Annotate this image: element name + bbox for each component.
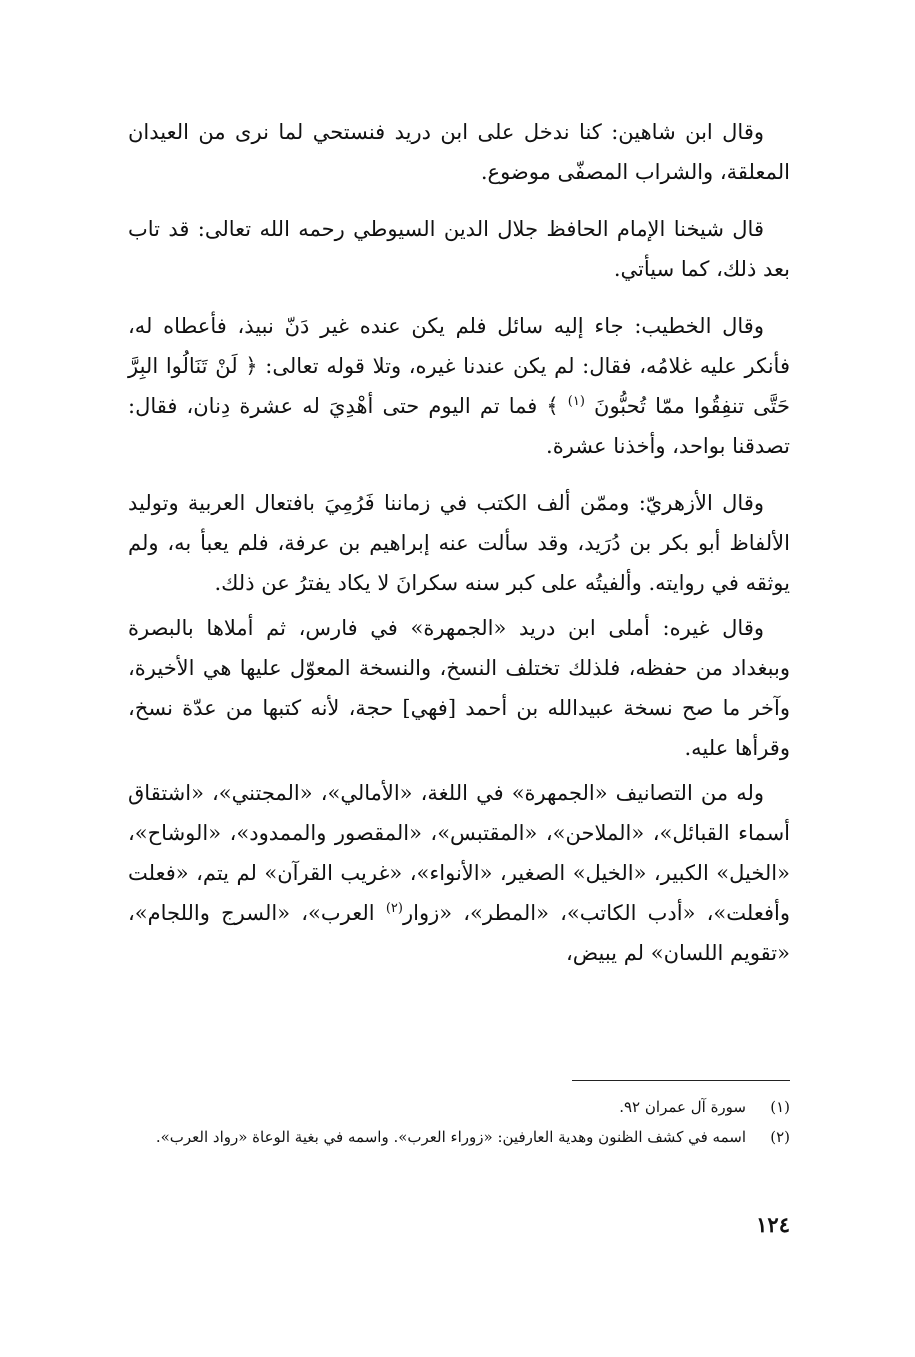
paragraph-text: ﴾ فما تم اليوم حتى أهْدِيَ له عشرة دِنان، فقال: تصدقنا بواحد، وأخذنا عشرة. <box>128 394 790 458</box>
footnote-reference: (٢) <box>385 901 403 916</box>
footnote-item <box>128 1094 790 1121</box>
page-number: ١٢٤ <box>756 1212 790 1237</box>
footnote-divider <box>572 1080 790 1081</box>
paragraph-ibn-shahin: وقال ابن شاهين: كنا ندخل على ابن دريد فنستحي لما نرى من العيدان المعلقة، والشراب المصفّى موضوع. <box>128 120 790 184</box>
footnotes <box>128 1094 790 1154</box>
footnote-number: (١) <box>770 1098 790 1116</box>
paragraph-suyuti: قال شيخنا الإمام الحافظ جلال الدين السيوطي رحمه الله تعالى: قد تاب بعد ذلك، كما سيأتي. <box>128 217 790 281</box>
book-page <box>128 112 790 1312</box>
footnote-text: اسمه في كشف الظنون وهدية العارفين: «زوراء العرب». واسمه في بغية الوعاة «رواد العرب». <box>155 1128 746 1146</box>
paragraph-text: وله من التصانيف «الجمهرة» في اللغة، «الأمالي»، «المجتني»، «اشتقاق أسماء القبائل»، «الملاحن»، «المقتبس»، «المقصور والممدود»، «الوشاح»، «الخيل» الكبير، «الخيل» الصغير، «الأنواء»، «غريب القرآن» لم يتم، «فعلت وأفعلت»، «أدب الكاتب»، «المطر»، «زوار <box>128 781 791 925</box>
footnote-reference: (١) <box>567 394 585 409</box>
footnote-number: (٢) <box>770 1128 790 1146</box>
paragraph-text: العرب»، «السرج واللجام»، «تقويم اللسان» لم يبيض، <box>128 901 790 965</box>
paragraph-text: وقال الخطيب: جاء إليه سائل فلم يكن عنده غير دَنّ نبيذ، فأعطاه له، فأنكر عليه غلامُه، فقال: لم يكن عندنا غيره، وتلا قوله تعالى: ﴿ لَنْ تَنَالُوا البِرَّ حَتَّى تنفِقُوا ممّا تُحبُّونَ <box>128 314 790 418</box>
footnote-text: سورة آل عمران ٩٢. <box>619 1098 746 1116</box>
paragraph-jamhara: وقال غيره: أملى ابن دريد «الجمهرة» في فارس، ثم أملاها بالبصرة وببغداد من حفظه، فلذلك تختلف النسخ، والنسخة المعوّل عليها هي الأخيرة، وآخر ما صح نسخة عبيدالله بن أحمد [فهي] حجة، لأنه كتبها من عدّة نسخ، وقرأها عليه. <box>128 616 790 760</box>
paragraph-khatib <box>128 306 790 466</box>
footnote-item <box>128 1124 790 1151</box>
paragraph-azhari: وقال الأزهريّ: وممّن ألف الكتب في زماننا فَرُمِيَ بافتعال العربية وتوليد الألفاظ أبو بكر بن دُرَيد، وقد سألت عنه إبراهيم بن عرفة، فلم يعبأ به، ولم يوثقه في روايته. وألفيتُه على كبر سنه سكرانَ لا يكاد يفترُ عن ذلك. <box>128 491 790 595</box>
paragraph-works <box>128 773 790 973</box>
